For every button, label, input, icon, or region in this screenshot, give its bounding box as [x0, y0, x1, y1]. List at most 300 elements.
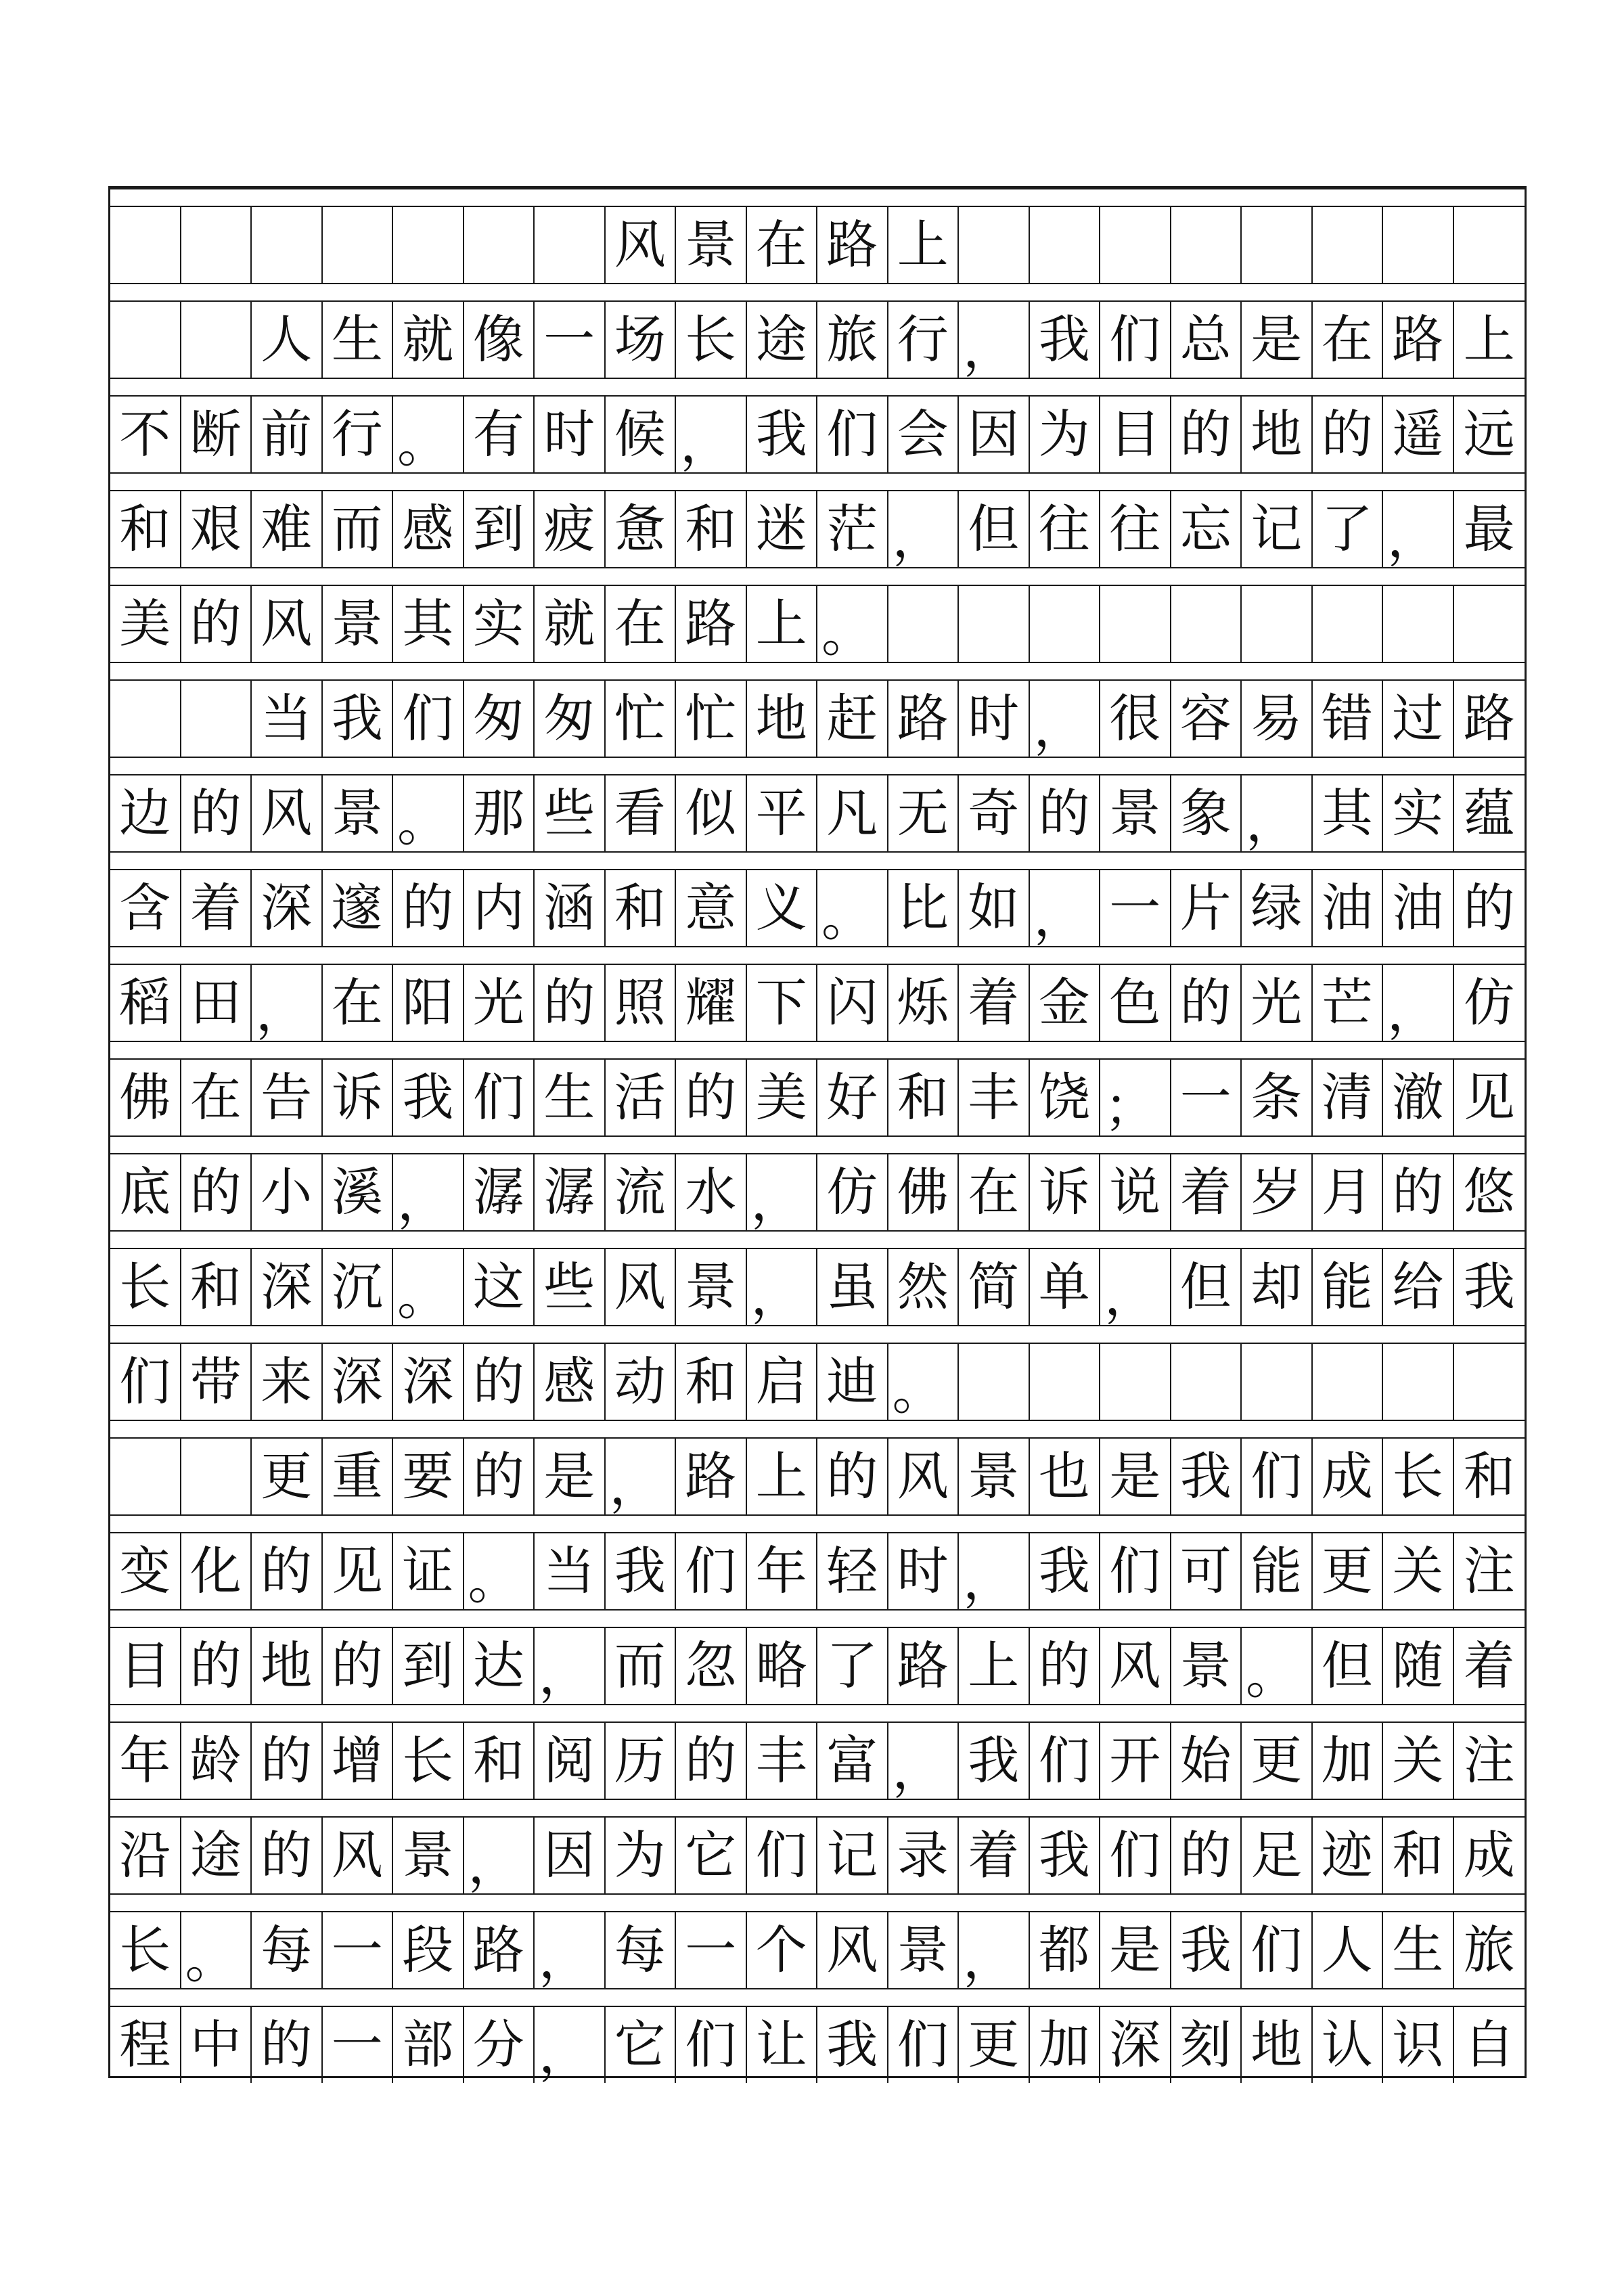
char-cell — [1030, 1344, 1101, 1420]
char-cell: ， — [1242, 775, 1313, 851]
char-cell: 注 — [1463, 1730, 1515, 1791]
char-cell: 但 — [1171, 1249, 1242, 1325]
text-row — [110, 1439, 1525, 1514]
char-cell: 潺 — [535, 1154, 606, 1230]
char-cell: 和 — [181, 1249, 252, 1325]
text-row — [110, 1818, 1525, 1893]
char-cell: 一 — [323, 1912, 394, 1988]
char-cell: 记 — [1242, 491, 1313, 567]
char-cell: 这 — [464, 1249, 535, 1325]
char-cell: 们 — [1100, 302, 1171, 378]
char-cell: 风 — [1100, 1628, 1171, 1704]
char-cell: 到 — [464, 491, 535, 567]
char-cell: 往 — [1100, 491, 1171, 567]
char-cell: 风 — [888, 1439, 960, 1514]
char-cell: 在 — [959, 1154, 1030, 1230]
char-cell: 凡 — [817, 775, 888, 851]
char-cell: 行 — [323, 397, 394, 472]
char-cell: 感 — [393, 491, 464, 567]
title-char-cell: 景 — [676, 207, 747, 283]
char-cell: 成 — [1313, 1439, 1384, 1514]
char-cell: 了 — [1313, 491, 1384, 567]
grid-spacer-row — [110, 1609, 1525, 1628]
char-cell: 和 — [676, 1344, 747, 1420]
char-cell: 难 — [252, 491, 323, 567]
char-cell: 的 — [181, 1628, 252, 1704]
char-cell: 沉 — [323, 1249, 394, 1325]
char-cell: 上 — [1463, 309, 1515, 369]
char-cell: 是 — [1100, 1439, 1171, 1514]
char-cell: 活 — [606, 1060, 677, 1135]
char-cell: 我 — [1030, 1533, 1101, 1609]
char-cell: 我 — [393, 1060, 464, 1135]
char-cell: 动 — [606, 1344, 677, 1420]
char-cell — [1100, 586, 1171, 662]
char-cell: 因 — [535, 1818, 606, 1893]
char-cell: 地 — [747, 681, 818, 757]
char-cell: 证 — [393, 1533, 464, 1609]
char-cell: 旅 — [817, 302, 888, 378]
char-cell: 。 — [817, 586, 888, 662]
char-cell: 澈 — [1383, 1060, 1454, 1135]
char-cell: 忙 — [676, 681, 747, 757]
char-cell: 地 — [252, 1628, 323, 1704]
char-cell: 。 — [393, 397, 464, 472]
char-cell: 照 — [606, 965, 677, 1041]
char-cell: 年 — [110, 1723, 181, 1799]
char-cell: 达 — [464, 1628, 535, 1704]
char-cell: 我 — [1030, 302, 1101, 378]
char-cell: 耀 — [676, 965, 747, 1041]
char-cell: 部 — [393, 2007, 464, 2083]
text-row — [110, 1344, 1525, 1420]
char-cell: 。 — [393, 775, 464, 851]
char-cell: 我 — [1030, 1818, 1101, 1893]
char-cell: 着 — [959, 965, 1030, 1041]
char-cell: 着 — [959, 1818, 1030, 1893]
char-cell: 程 — [110, 2007, 181, 2083]
char-cell: 迪 — [817, 1344, 888, 1420]
char-cell: 都 — [1030, 1912, 1101, 1988]
char-cell: 加 — [1030, 2007, 1101, 2083]
char-cell — [110, 302, 181, 378]
char-cell: 长 — [110, 1249, 181, 1325]
char-cell: 易 — [1242, 681, 1313, 757]
char-cell: 边 — [110, 775, 181, 851]
char-cell: 仿 — [1463, 972, 1515, 1033]
text-row — [110, 586, 1525, 662]
char-cell: 忽 — [676, 1628, 747, 1704]
grid-spacer-row — [110, 1799, 1525, 1818]
text-row — [110, 1060, 1525, 1135]
char-cell: 它 — [606, 2007, 677, 2083]
char-cell: 自 — [1463, 2014, 1515, 2075]
char-cell: 见 — [1463, 1067, 1515, 1127]
char-cell: ， — [747, 1154, 818, 1230]
char-cell: 富 — [817, 1723, 888, 1799]
char-cell: 因 — [959, 397, 1030, 472]
char-cell: ， — [1100, 1249, 1171, 1325]
char-cell — [1030, 586, 1101, 662]
char-cell: 奇 — [959, 775, 1030, 851]
char-cell: 。 — [1242, 1628, 1313, 1704]
title-char-cell — [110, 207, 181, 283]
char-cell: 往 — [1030, 491, 1101, 567]
char-cell: 实 — [1383, 775, 1454, 851]
title-char-cell — [252, 207, 323, 283]
char-cell: 简 — [959, 1249, 1030, 1325]
char-cell: 阳 — [393, 965, 464, 1041]
char-cell: 涵 — [535, 870, 606, 946]
char-cell: 佛 — [888, 1154, 960, 1230]
char-cell: 略 — [747, 1628, 818, 1704]
char-cell: 稻 — [110, 965, 181, 1041]
char-cell: 时 — [535, 397, 606, 472]
char-cell: 。 — [817, 870, 888, 946]
char-cell: 溪 — [323, 1154, 394, 1230]
char-cell — [1383, 586, 1454, 662]
char-cell: 在 — [323, 965, 394, 1041]
char-cell: 的 — [676, 1060, 747, 1135]
grid-spacer-row — [110, 1704, 1525, 1723]
char-cell: ， — [747, 1249, 818, 1325]
char-cell: 当 — [535, 1533, 606, 1609]
char-cell: 们 — [1030, 1723, 1101, 1799]
char-cell: ， — [606, 1439, 677, 1514]
char-cell: 景 — [393, 1818, 464, 1893]
char-cell: 有 — [464, 397, 535, 472]
char-cell: 就 — [393, 302, 464, 378]
char-cell: 上 — [747, 1439, 818, 1514]
char-cell: 历 — [606, 1723, 677, 1799]
text-row — [110, 965, 1525, 1041]
char-cell: 年 — [747, 1533, 818, 1609]
char-cell: 艰 — [181, 491, 252, 567]
grid-spacer-row — [110, 1988, 1525, 2007]
char-cell — [1242, 586, 1313, 662]
char-cell: 的 — [252, 1818, 323, 1893]
char-cell: 看 — [606, 775, 677, 851]
title-char-cell — [1100, 207, 1171, 283]
char-cell: 但 — [1313, 1628, 1384, 1704]
char-cell: 景 — [959, 1439, 1030, 1514]
char-cell: 说 — [1100, 1154, 1171, 1230]
char-cell: 丰 — [747, 1723, 818, 1799]
char-cell: 们 — [393, 681, 464, 757]
char-cell: 更 — [252, 1439, 323, 1514]
char-cell: 虽 — [817, 1249, 888, 1325]
char-cell: 好 — [817, 1060, 888, 1135]
title-char-cell: 路 — [817, 207, 888, 283]
char-cell: 关 — [1383, 1723, 1454, 1799]
char-cell: 会 — [888, 397, 960, 472]
grid-spacer-row — [110, 1420, 1525, 1439]
char-cell: 是 — [535, 1439, 606, 1514]
char-cell: 风 — [252, 775, 323, 851]
char-cell: 阅 — [535, 1723, 606, 1799]
char-cell: 似 — [676, 775, 747, 851]
char-cell: 和 — [1463, 1446, 1515, 1506]
char-cell: 的 — [1463, 878, 1515, 938]
char-cell: 在 — [606, 586, 677, 662]
char-cell: 金 — [1030, 965, 1101, 1041]
grid-spacer-row — [110, 472, 1525, 491]
char-cell: 和 — [110, 491, 181, 567]
char-cell: 路 — [888, 681, 960, 757]
char-cell: 上 — [747, 586, 818, 662]
char-cell: 忙 — [606, 681, 677, 757]
char-cell: 的 — [252, 1723, 323, 1799]
char-cell: 实 — [464, 586, 535, 662]
char-cell: 加 — [1313, 1723, 1384, 1799]
title-char-cell — [323, 207, 394, 283]
char-cell: 的 — [1030, 1628, 1101, 1704]
char-cell: 场 — [606, 302, 677, 378]
char-cell: 长 — [393, 1723, 464, 1799]
char-cell: 和 — [676, 491, 747, 567]
char-cell: 一 — [323, 2007, 394, 2083]
title-row — [110, 207, 1525, 283]
char-cell: 沿 — [110, 1818, 181, 1893]
title-char-cell — [1171, 207, 1242, 283]
text-row — [110, 1154, 1525, 1230]
grid-spacer-row — [110, 283, 1525, 302]
char-cell: 义 — [747, 870, 818, 946]
char-cell: 闪 — [817, 965, 888, 1041]
char-cell: 油 — [1313, 870, 1384, 946]
char-cell: 当 — [252, 681, 323, 757]
char-cell: 见 — [323, 1533, 394, 1609]
char-cell: 景 — [1171, 1628, 1242, 1704]
char-cell: 饶 — [1030, 1060, 1101, 1135]
char-cell: 着 — [1171, 1154, 1242, 1230]
char-cell: ， — [252, 965, 323, 1041]
char-cell: ， — [464, 1818, 535, 1893]
char-cell: 光 — [1242, 965, 1313, 1041]
grid-spacer-row — [110, 1135, 1525, 1154]
char-cell: 蕴 — [1463, 783, 1515, 843]
char-cell: 片 — [1171, 870, 1242, 946]
char-cell: 记 — [817, 1818, 888, 1893]
char-cell: ， — [1383, 965, 1454, 1041]
char-cell: 来 — [252, 1344, 323, 1420]
char-cell: 小 — [252, 1154, 323, 1230]
char-cell: 丰 — [959, 1060, 1030, 1135]
char-cell: 岁 — [1242, 1154, 1313, 1230]
char-cell: 给 — [1383, 1249, 1454, 1325]
char-cell: 录 — [888, 1818, 960, 1893]
char-cell: 象 — [1171, 775, 1242, 851]
char-cell: 增 — [323, 1723, 394, 1799]
char-cell: 地 — [1242, 2007, 1313, 2083]
char-cell: 是 — [1242, 302, 1313, 378]
char-cell: 每 — [606, 1912, 677, 1988]
char-cell: 可 — [1171, 1533, 1242, 1609]
char-cell: 的 — [323, 1628, 394, 1704]
char-cell: 们 — [888, 2007, 960, 2083]
title-char-cell — [464, 207, 535, 283]
char-cell — [181, 681, 252, 757]
title-char-cell — [1454, 207, 1525, 283]
char-cell — [1383, 1344, 1454, 1420]
char-cell: 油 — [1383, 870, 1454, 946]
char-cell: 们 — [817, 397, 888, 472]
char-cell: 迹 — [1313, 1818, 1384, 1893]
char-cell: 长 — [1383, 1439, 1454, 1514]
char-cell: 的 — [676, 1723, 747, 1799]
char-cell: 分 — [464, 2007, 535, 2083]
char-cell: 旅 — [1463, 1920, 1515, 1980]
char-cell — [181, 1439, 252, 1514]
char-cell — [1242, 1344, 1313, 1420]
char-cell: 成 — [1463, 1825, 1515, 1885]
char-cell: 的 — [393, 870, 464, 946]
char-cell: 美 — [110, 586, 181, 662]
char-cell: 们 — [110, 1344, 181, 1420]
char-cell: 风 — [817, 1912, 888, 1988]
char-cell: 时 — [959, 681, 1030, 757]
char-cell: 下 — [747, 965, 818, 1041]
char-cell: 烁 — [888, 965, 960, 1041]
char-cell: 最 — [1463, 499, 1515, 559]
title-char-cell: 在 — [747, 207, 818, 283]
char-cell: ， — [1383, 491, 1454, 567]
char-cell: 开 — [1100, 1723, 1171, 1799]
grid-spacer-row — [110, 1325, 1525, 1344]
char-cell: 了 — [817, 1628, 888, 1704]
char-cell: 我 — [1171, 1439, 1242, 1514]
char-cell: 每 — [252, 1912, 323, 1988]
char-cell: ， — [1030, 681, 1101, 757]
char-cell: 化 — [181, 1533, 252, 1609]
char-cell: 和 — [464, 1723, 535, 1799]
char-cell: 不 — [110, 397, 181, 472]
char-cell: 而 — [323, 491, 394, 567]
char-cell: ， — [1030, 870, 1101, 946]
char-cell: 风 — [606, 1249, 677, 1325]
char-cell — [110, 681, 181, 757]
text-row — [110, 1628, 1525, 1704]
char-cell: 平 — [747, 775, 818, 851]
char-cell: ， — [959, 302, 1030, 378]
char-cell: 的 — [1313, 397, 1384, 472]
title-char-cell — [959, 207, 1030, 283]
char-cell: 更 — [1242, 1723, 1313, 1799]
char-cell: 的 — [1383, 1154, 1454, 1230]
char-cell: 长 — [110, 1912, 181, 1988]
char-cell: 条 — [1242, 1060, 1313, 1135]
char-cell: 一 — [1100, 870, 1171, 946]
char-cell: 匆 — [535, 681, 606, 757]
title-char-cell — [1313, 207, 1384, 283]
char-cell: 上 — [959, 1628, 1030, 1704]
char-cell: ， — [888, 1723, 960, 1799]
char-cell — [1171, 586, 1242, 662]
char-cell: 更 — [1313, 1533, 1384, 1609]
char-cell: 疲 — [535, 491, 606, 567]
char-cell: 悠 — [1463, 1162, 1515, 1222]
char-cell — [181, 302, 252, 378]
char-cell: 光 — [464, 965, 535, 1041]
title-char-cell — [1030, 207, 1101, 283]
char-cell: 清 — [1313, 1060, 1384, 1135]
char-cell: 们 — [676, 2007, 747, 2083]
char-cell: 认 — [1313, 2007, 1384, 2083]
char-cell: 路 — [676, 1439, 747, 1514]
text-row — [110, 491, 1525, 567]
char-cell: 。 — [393, 1249, 464, 1325]
char-cell: 轻 — [817, 1533, 888, 1609]
char-cell: 路 — [676, 586, 747, 662]
char-cell: 生 — [323, 302, 394, 378]
char-cell — [1100, 1344, 1171, 1420]
char-cell: 和 — [888, 1060, 960, 1135]
char-cell: 段 — [393, 1912, 464, 1988]
char-cell: 的 — [817, 1439, 888, 1514]
text-row — [110, 397, 1525, 472]
char-cell: 深 — [323, 1344, 394, 1420]
char-cell: 的 — [252, 2007, 323, 2083]
char-cell: 们 — [747, 1818, 818, 1893]
char-cell: 就 — [535, 586, 606, 662]
text-row — [110, 1249, 1525, 1325]
char-cell: 路 — [888, 1628, 960, 1704]
text-row — [110, 775, 1525, 851]
char-cell: 然 — [888, 1249, 960, 1325]
char-cell: 惫 — [606, 491, 677, 567]
char-cell: 月 — [1313, 1154, 1384, 1230]
char-cell — [110, 1439, 181, 1514]
char-cell: 单 — [1030, 1249, 1101, 1325]
char-cell: 要 — [393, 1439, 464, 1514]
char-cell: 在 — [181, 1060, 252, 1135]
char-cell: ， — [959, 1533, 1030, 1609]
char-cell: 底 — [110, 1154, 181, 1230]
char-cell: 和 — [606, 870, 677, 946]
char-cell: 景 — [888, 1912, 960, 1988]
grid-spacer-row — [110, 946, 1525, 965]
char-cell: 无 — [888, 775, 960, 851]
char-cell: 识 — [1383, 2007, 1454, 2083]
char-cell — [888, 586, 960, 662]
char-cell: 我 — [747, 397, 818, 472]
char-cell: 途 — [747, 302, 818, 378]
text-row — [110, 1912, 1525, 1988]
char-cell: 行 — [888, 302, 960, 378]
title-char-cell: 风 — [606, 207, 677, 283]
char-cell: 总 — [1171, 302, 1242, 378]
char-cell: 深 — [393, 1344, 464, 1420]
title-char-cell — [1383, 207, 1454, 283]
char-cell: 仿 — [817, 1154, 888, 1230]
char-cell: 含 — [110, 870, 181, 946]
char-cell: 个 — [747, 1912, 818, 1988]
char-cell: 的 — [535, 965, 606, 1041]
char-cell: 很 — [1100, 681, 1171, 757]
char-cell: 景 — [1100, 775, 1171, 851]
title-char-cell — [393, 207, 464, 283]
char-cell: 迷 — [747, 491, 818, 567]
grid-spacer-row — [110, 851, 1525, 870]
char-cell: 茫 — [817, 491, 888, 567]
char-cell: 遥 — [1383, 397, 1454, 472]
char-cell: ， — [959, 1912, 1030, 1988]
char-cell: 为 — [1030, 397, 1101, 472]
char-cell: 容 — [1171, 681, 1242, 757]
char-cell: 它 — [676, 1818, 747, 1893]
char-cell: ， — [393, 1154, 464, 1230]
char-cell — [1454, 1344, 1525, 1420]
